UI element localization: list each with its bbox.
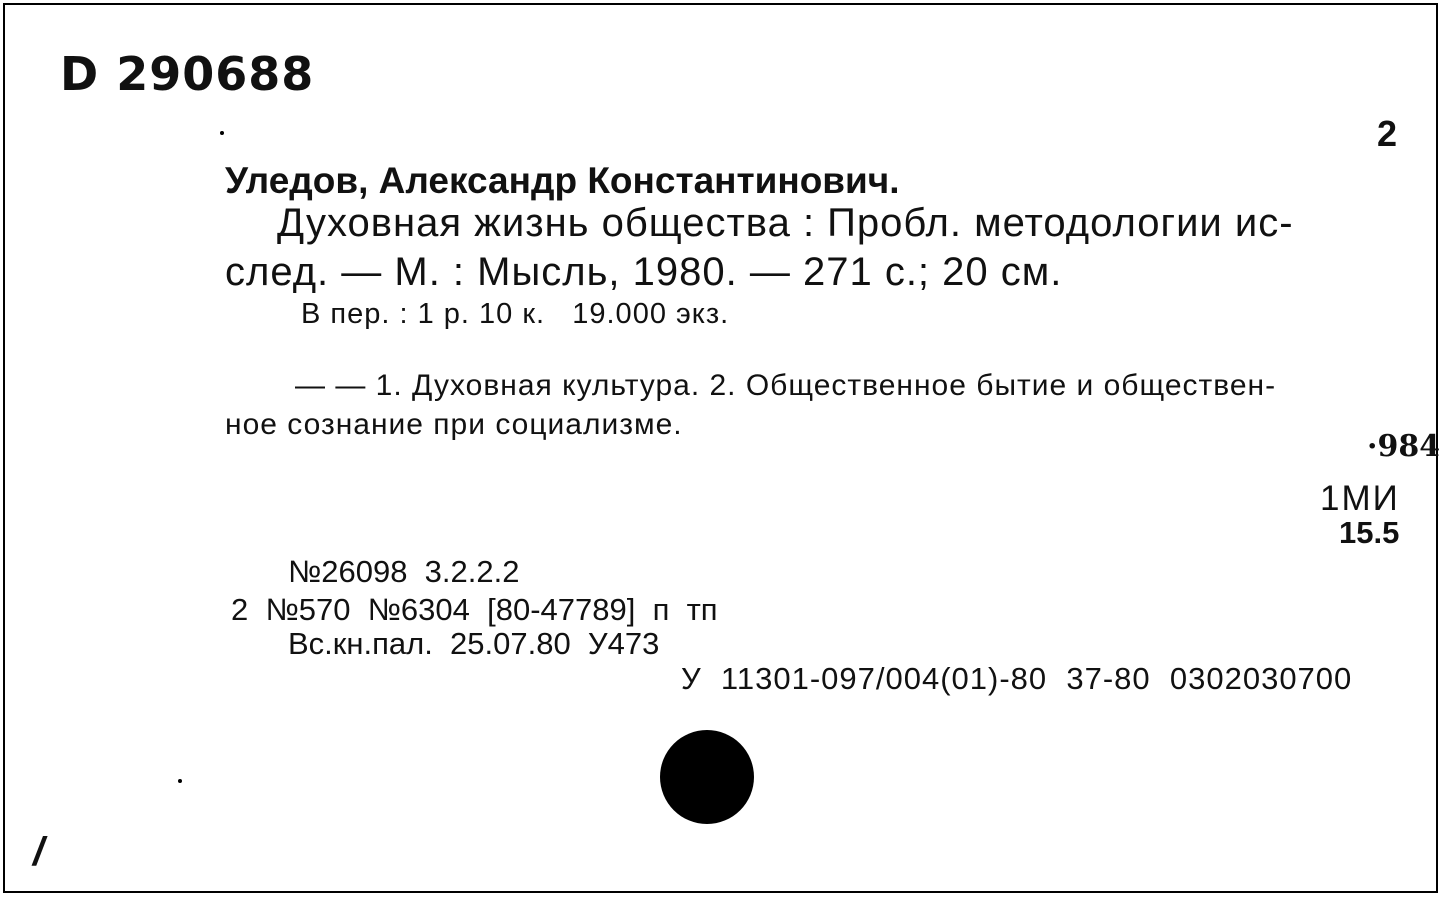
technical-line-4: У 11301-097/004(01)-80 37-80 0302030700 <box>681 661 1353 696</box>
technical-line-2: 2 №570 №6304 [80-47789] п тп <box>231 592 718 627</box>
technical-line-3: Вс.кн.пал. 25.07.80 У473 <box>288 626 660 661</box>
subjects-line-2: ное сознание при социализме. <box>225 408 683 441</box>
price-line: В пер. : 1 р. 10 к. 19.000 экз. <box>301 298 730 330</box>
speck-mark <box>178 779 182 783</box>
corner-number: 2 <box>1377 113 1398 154</box>
technical-line-1: №26098 3.2.2.2 <box>288 554 520 589</box>
subjects-line-1: — — 1. Духовная культура. 2. Общественное бытие и обществен- <box>295 369 1277 402</box>
speck-mark <box>220 131 224 135</box>
classification-index: 15.5 <box>1339 515 1400 550</box>
catalog-card <box>3 3 1441 893</box>
classification-code: 1МИ <box>1320 479 1400 518</box>
inventory-number: D 290688 <box>60 47 315 101</box>
handwritten-number: ·984 <box>1367 429 1441 464</box>
title-line-1: Духовная жизнь общества : Пробл. методологии ис- <box>277 201 1294 245</box>
punch-hole <box>660 730 754 824</box>
author-heading: Уледов, Александр Константинович. <box>225 160 900 201</box>
margin-mark: / <box>33 830 45 874</box>
title-line-2: след. — М. : Мысль, 1980. — 271 с.; 20 см. <box>225 250 1063 294</box>
